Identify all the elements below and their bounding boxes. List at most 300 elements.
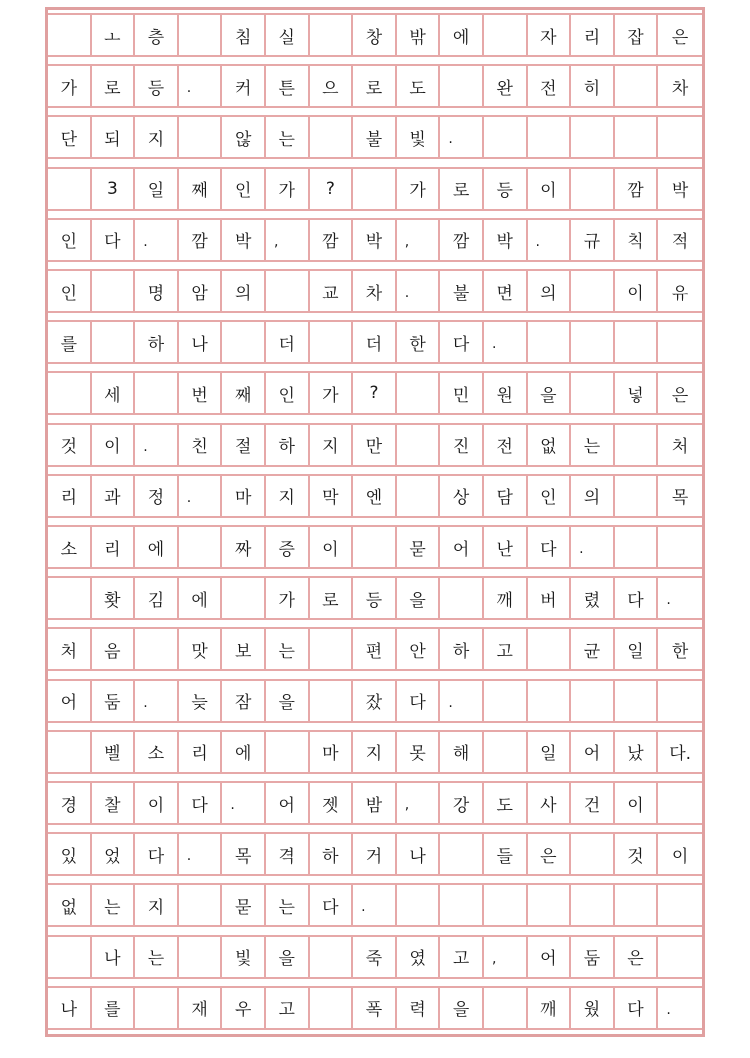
manuscript-cell: 들 bbox=[484, 834, 528, 874]
manuscript-cell bbox=[571, 271, 615, 311]
manuscript-cell: 둠 bbox=[571, 937, 615, 977]
manuscript-cell: 묻 bbox=[397, 527, 441, 567]
manuscript-cell: 지 bbox=[266, 476, 310, 516]
manuscript-cell bbox=[397, 476, 441, 516]
manuscript-cell: . bbox=[666, 1001, 671, 1018]
manuscript-cell: 인 bbox=[266, 373, 310, 413]
manuscript-cell: 규 bbox=[571, 220, 615, 260]
manuscript-cell bbox=[135, 988, 179, 1028]
manuscript-cell: 는 bbox=[266, 629, 310, 669]
manuscript-row bbox=[48, 525, 702, 569]
manuscript-cell: . bbox=[353, 885, 397, 925]
manuscript-cell: 히 bbox=[571, 66, 615, 106]
manuscript-cell: 는 bbox=[92, 885, 136, 925]
manuscript-cell bbox=[484, 885, 528, 925]
manuscript-cell: 이 bbox=[671, 846, 689, 867]
manuscript-cell: 잤 bbox=[353, 681, 397, 721]
manuscript-cell: 진 bbox=[440, 425, 484, 465]
manuscript-cell: . bbox=[179, 476, 223, 516]
manuscript-cell: 째 bbox=[222, 373, 266, 413]
manuscript-row bbox=[48, 371, 702, 415]
manuscript-cell: 깜 bbox=[615, 169, 659, 209]
manuscript-cell bbox=[310, 988, 354, 1028]
manuscript-cell: 깨 bbox=[484, 578, 528, 618]
manuscript-cell: 차 bbox=[671, 78, 689, 99]
manuscript-cell bbox=[484, 681, 528, 721]
manuscript-cell: 과 bbox=[92, 476, 136, 516]
manuscript-cell: 깜 bbox=[440, 220, 484, 260]
manuscript-cell: 하 bbox=[266, 425, 310, 465]
manuscript-cell: 밤 bbox=[353, 783, 397, 823]
manuscript-cell: 강 bbox=[440, 783, 484, 823]
manuscript-cell bbox=[571, 834, 615, 874]
manuscript-cell: 고 bbox=[440, 937, 484, 977]
manuscript-cell: . bbox=[666, 592, 671, 609]
manuscript-cell bbox=[658, 885, 702, 925]
manuscript-cell: 사 bbox=[528, 783, 572, 823]
manuscript-cell: 다 bbox=[440, 322, 484, 362]
manuscript-cell: 리 bbox=[92, 527, 136, 567]
manuscript-cell: 는 bbox=[571, 425, 615, 465]
manuscript-cell: 리 bbox=[571, 15, 615, 55]
manuscript-cell: 하 bbox=[440, 629, 484, 669]
manuscript-cell: . bbox=[135, 425, 179, 465]
manuscript-cell: 다 bbox=[615, 578, 659, 618]
manuscript-cell: 버 bbox=[528, 578, 572, 618]
manuscript-cell: 다 bbox=[397, 681, 441, 721]
manuscript-cell: 등 bbox=[135, 66, 179, 106]
manuscript-cell: 젯 bbox=[310, 783, 354, 823]
manuscript-cell: 한 bbox=[671, 641, 689, 662]
manuscript-row bbox=[48, 576, 702, 620]
manuscript-cell: 이 bbox=[615, 783, 659, 823]
manuscript-cell: 인 bbox=[48, 220, 92, 260]
manuscript-cell: 인 bbox=[222, 169, 266, 209]
manuscript-cell: 었 bbox=[92, 834, 136, 874]
manuscript-cell bbox=[440, 578, 484, 618]
manuscript-cell: 면 bbox=[484, 271, 528, 311]
manuscript-cell: 박 bbox=[222, 220, 266, 260]
manuscript-cell: 절 bbox=[222, 425, 266, 465]
manuscript-cell: 암 bbox=[179, 271, 223, 311]
manuscript-cell: 소 bbox=[48, 527, 92, 567]
manuscript-cell: 등 bbox=[484, 169, 528, 209]
manuscript-cell: 을 bbox=[528, 373, 572, 413]
manuscript-cell: 이 bbox=[135, 783, 179, 823]
manuscript-paper bbox=[45, 7, 705, 1037]
manuscript-cell: , bbox=[266, 220, 310, 260]
manuscript-cell: 나 bbox=[179, 322, 223, 362]
manuscript-cell: 을 bbox=[266, 681, 310, 721]
manuscript-cell: 만 bbox=[353, 425, 397, 465]
manuscript-row bbox=[48, 320, 702, 364]
manuscript-row bbox=[48, 13, 702, 57]
manuscript-cell bbox=[222, 578, 266, 618]
manuscript-cell: 깜 bbox=[179, 220, 223, 260]
manuscript-cell bbox=[615, 885, 659, 925]
manuscript-cell bbox=[571, 322, 615, 362]
manuscript-cell: 지 bbox=[353, 732, 397, 772]
manuscript-cell: 어 bbox=[48, 681, 92, 721]
manuscript-cell: 난 bbox=[484, 527, 528, 567]
manuscript-cell: 적 bbox=[671, 232, 689, 253]
manuscript-cell: 에 bbox=[440, 15, 484, 55]
manuscript-cell: ? bbox=[310, 169, 354, 209]
manuscript-cell: 는 bbox=[266, 885, 310, 925]
manuscript-cell: 등 bbox=[353, 578, 397, 618]
manuscript-row bbox=[48, 167, 702, 211]
manuscript-cell: 더 bbox=[266, 322, 310, 362]
manuscript-cell: 다 bbox=[310, 885, 354, 925]
manuscript-cell: 한 bbox=[397, 322, 441, 362]
manuscript-cell: 묻 bbox=[222, 885, 266, 925]
manuscript-cell: 폭 bbox=[353, 988, 397, 1028]
manuscript-cell: 의 bbox=[222, 271, 266, 311]
manuscript-cell: 전 bbox=[484, 425, 528, 465]
manuscript-cell: 리 bbox=[48, 476, 92, 516]
manuscript-cell: 하 bbox=[135, 322, 179, 362]
manuscript-cell: 칙 bbox=[615, 220, 659, 260]
manuscript-cell bbox=[658, 681, 702, 721]
manuscript-cell bbox=[440, 66, 484, 106]
manuscript-cell: 에 bbox=[135, 527, 179, 567]
manuscript-cell: 나 bbox=[397, 834, 441, 874]
manuscript-cell: 있 bbox=[48, 834, 92, 874]
manuscript-cell: 커 bbox=[222, 66, 266, 106]
manuscript-cell: 빛 bbox=[222, 937, 266, 977]
manuscript-cell: 인 bbox=[48, 271, 92, 311]
manuscript-cell: 빛 bbox=[397, 117, 441, 157]
manuscript-cell: 전 bbox=[528, 66, 572, 106]
manuscript-cell: 것 bbox=[48, 425, 92, 465]
manuscript-cell: . bbox=[484, 322, 528, 362]
manuscript-cell bbox=[615, 476, 659, 516]
manuscript-cell bbox=[310, 681, 354, 721]
manuscript-cell: 이 bbox=[92, 425, 136, 465]
manuscript-cell bbox=[615, 681, 659, 721]
manuscript-cell: 번 bbox=[179, 373, 223, 413]
manuscript-cell: ㅗ bbox=[92, 15, 136, 55]
manuscript-cell bbox=[571, 169, 615, 209]
manuscript-cell: 균 bbox=[571, 629, 615, 669]
manuscript-cell: 더 bbox=[353, 322, 397, 362]
manuscript-cell: 웠 bbox=[571, 988, 615, 1028]
manuscript-cell bbox=[135, 629, 179, 669]
manuscript-cell: 창 bbox=[353, 15, 397, 55]
manuscript-cell: 엔 bbox=[353, 476, 397, 516]
manuscript-cell bbox=[48, 732, 92, 772]
manuscript-cell: . bbox=[179, 66, 223, 106]
manuscript-cell: 은 bbox=[528, 834, 572, 874]
manuscript-cell: 침 bbox=[222, 15, 266, 55]
manuscript-row bbox=[48, 781, 702, 825]
manuscript-row bbox=[48, 935, 702, 979]
manuscript-row bbox=[48, 627, 702, 671]
manuscript-cell: 다. bbox=[669, 744, 692, 765]
manuscript-cell: 도 bbox=[397, 66, 441, 106]
manuscript-cell: ? bbox=[353, 373, 397, 413]
manuscript-cell: 로 bbox=[353, 66, 397, 106]
manuscript-cell: 해 bbox=[440, 732, 484, 772]
manuscript-cell: 것 bbox=[615, 834, 659, 874]
manuscript-cell: 격 bbox=[266, 834, 310, 874]
manuscript-cell: 다 bbox=[528, 527, 572, 567]
manuscript-cell: 불 bbox=[440, 271, 484, 311]
manuscript-cell: . bbox=[528, 220, 572, 260]
manuscript-cell: 은 bbox=[671, 385, 689, 406]
manuscript-cell: 이 bbox=[615, 271, 659, 311]
manuscript-cell: 가 bbox=[310, 373, 354, 413]
manuscript-cell bbox=[571, 373, 615, 413]
manuscript-cell bbox=[179, 527, 223, 567]
manuscript-cell: 가 bbox=[48, 66, 92, 106]
manuscript-cell: 은 bbox=[615, 937, 659, 977]
manuscript-cell: 깨 bbox=[528, 988, 572, 1028]
manuscript-cell: 지 bbox=[135, 885, 179, 925]
manuscript-cell: 고 bbox=[484, 629, 528, 669]
manuscript-row bbox=[48, 218, 702, 262]
manuscript-cell: 정 bbox=[135, 476, 179, 516]
manuscript-cell: 유 bbox=[671, 283, 689, 304]
manuscript-cell: 깜 bbox=[310, 220, 354, 260]
manuscript-cell bbox=[528, 681, 572, 721]
manuscript-cell bbox=[484, 988, 528, 1028]
manuscript-cell: 죽 bbox=[353, 937, 397, 977]
manuscript-cell bbox=[266, 271, 310, 311]
manuscript-cell: 박 bbox=[671, 181, 689, 202]
manuscript-cell: , bbox=[397, 783, 441, 823]
manuscript-cell bbox=[615, 66, 659, 106]
manuscript-cell: 가 bbox=[266, 169, 310, 209]
manuscript-row bbox=[48, 64, 702, 108]
manuscript-cell: 다 bbox=[179, 783, 223, 823]
manuscript-cell: 경 bbox=[48, 783, 92, 823]
manuscript-cell: 자 bbox=[528, 15, 572, 55]
manuscript-row bbox=[48, 423, 702, 467]
manuscript-cell: 완 bbox=[484, 66, 528, 106]
manuscript-cell: . bbox=[135, 220, 179, 260]
manuscript-cell: 차 bbox=[353, 271, 397, 311]
manuscript-cell: 불 bbox=[353, 117, 397, 157]
manuscript-cell: 실 bbox=[266, 15, 310, 55]
manuscript-cell: 가 bbox=[397, 169, 441, 209]
manuscript-cell: 일 bbox=[135, 169, 179, 209]
manuscript-cell: 짜 bbox=[222, 527, 266, 567]
manuscript-cell: 에 bbox=[179, 578, 223, 618]
manuscript-cell: 밖 bbox=[397, 15, 441, 55]
manuscript-cell: 력 bbox=[397, 988, 441, 1028]
manuscript-cell: 지 bbox=[135, 117, 179, 157]
manuscript-cell: 도 bbox=[484, 783, 528, 823]
manuscript-cell bbox=[571, 117, 615, 157]
manuscript-cell bbox=[615, 322, 659, 362]
manuscript-cell: 났 bbox=[615, 732, 659, 772]
manuscript-cell: 마 bbox=[222, 476, 266, 516]
manuscript-row bbox=[48, 883, 702, 927]
manuscript-cell bbox=[48, 169, 92, 209]
manuscript-cell bbox=[571, 681, 615, 721]
manuscript-cell: 친 bbox=[179, 425, 223, 465]
manuscript-cell: 였 bbox=[397, 937, 441, 977]
manuscript-cell bbox=[353, 527, 397, 567]
manuscript-cell: 증 bbox=[266, 527, 310, 567]
manuscript-cell: 건 bbox=[571, 783, 615, 823]
manuscript-cell bbox=[440, 834, 484, 874]
manuscript-cell bbox=[528, 885, 572, 925]
manuscript-cell: 안 bbox=[397, 629, 441, 669]
manuscript-cell bbox=[528, 117, 572, 157]
manuscript-cell: 재 bbox=[179, 988, 223, 1028]
manuscript-cell: 지 bbox=[310, 425, 354, 465]
manuscript-cell bbox=[353, 169, 397, 209]
manuscript-cell: 음 bbox=[92, 629, 136, 669]
manuscript-row bbox=[48, 115, 702, 159]
manuscript-cell: 이 bbox=[528, 169, 572, 209]
manuscript-cell: 을 bbox=[397, 578, 441, 618]
manuscript-cell: 처 bbox=[48, 629, 92, 669]
manuscript-cell: 을 bbox=[266, 937, 310, 977]
manuscript-cell: 맛 bbox=[179, 629, 223, 669]
manuscript-cell bbox=[179, 15, 223, 55]
manuscript-cell: 일 bbox=[528, 732, 572, 772]
manuscript-cell: 로 bbox=[440, 169, 484, 209]
manuscript-cell: 어 bbox=[571, 732, 615, 772]
manuscript-cell: 처 bbox=[671, 437, 689, 458]
manuscript-cell bbox=[310, 937, 354, 977]
manuscript-cell bbox=[484, 117, 528, 157]
manuscript-cell bbox=[179, 885, 223, 925]
manuscript-cell: 는 bbox=[266, 117, 310, 157]
manuscript-cell: 홧 bbox=[92, 578, 136, 618]
manuscript-row bbox=[48, 679, 702, 723]
manuscript-cell: . bbox=[440, 117, 484, 157]
manuscript-cell bbox=[48, 937, 92, 977]
manuscript-cell bbox=[397, 885, 441, 925]
manuscript-cell: 나 bbox=[48, 988, 92, 1028]
manuscript-cell bbox=[310, 629, 354, 669]
manuscript-cell bbox=[222, 322, 266, 362]
manuscript-cell: 민 bbox=[440, 373, 484, 413]
manuscript-cell: , bbox=[484, 937, 528, 977]
manuscript-cell: 다 bbox=[615, 988, 659, 1028]
manuscript-cell: 막 bbox=[310, 476, 354, 516]
manuscript-cell: . bbox=[440, 681, 484, 721]
manuscript-cell: 층 bbox=[135, 15, 179, 55]
manuscript-cell: 마 bbox=[310, 732, 354, 772]
manuscript-cell bbox=[528, 629, 572, 669]
manuscript-cell bbox=[615, 527, 659, 567]
manuscript-cell: 넣 bbox=[615, 373, 659, 413]
manuscript-cell bbox=[48, 15, 92, 55]
manuscript-cell bbox=[397, 425, 441, 465]
manuscript-cell bbox=[658, 783, 702, 823]
manuscript-cell: . bbox=[179, 834, 223, 874]
manuscript-cell: 단 bbox=[48, 117, 92, 157]
manuscript-cell: 상 bbox=[440, 476, 484, 516]
manuscript-cell bbox=[658, 117, 702, 157]
manuscript-cell: 교 bbox=[310, 271, 354, 311]
manuscript-cell bbox=[440, 885, 484, 925]
manuscript-cell: 없 bbox=[48, 885, 92, 925]
manuscript-cell: 어 bbox=[528, 937, 572, 977]
manuscript-cell bbox=[658, 937, 702, 977]
manuscript-cell: . bbox=[222, 783, 266, 823]
manuscript-cell: 3 bbox=[92, 169, 136, 209]
manuscript-cell bbox=[615, 117, 659, 157]
manuscript-row bbox=[48, 986, 702, 1030]
manuscript-cell: 거 bbox=[353, 834, 397, 874]
manuscript-cell: 늦 bbox=[179, 681, 223, 721]
manuscript-cell: 어 bbox=[266, 783, 310, 823]
manuscript-cell bbox=[179, 117, 223, 157]
manuscript-cell: 의 bbox=[571, 476, 615, 516]
manuscript-row bbox=[48, 832, 702, 876]
manuscript-cell: 보 bbox=[222, 629, 266, 669]
manuscript-cell bbox=[658, 322, 702, 362]
manuscript-cell: 를 bbox=[48, 322, 92, 362]
manuscript-cell bbox=[484, 732, 528, 772]
manuscript-cell: 어 bbox=[440, 527, 484, 567]
manuscript-cell: 박 bbox=[353, 220, 397, 260]
manuscript-cell: 소 bbox=[135, 732, 179, 772]
manuscript-cell bbox=[179, 937, 223, 977]
manuscript-cell: 렸 bbox=[571, 578, 615, 618]
manuscript-cell: 잡 bbox=[615, 15, 659, 55]
manuscript-cell bbox=[310, 15, 354, 55]
manuscript-cell: 담 bbox=[484, 476, 528, 516]
manuscript-cell: 둠 bbox=[92, 681, 136, 721]
manuscript-cell: 다 bbox=[92, 220, 136, 260]
manuscript-cell: 인 bbox=[528, 476, 572, 516]
manuscript-cell: 에 bbox=[222, 732, 266, 772]
manuscript-cell bbox=[310, 117, 354, 157]
manuscript-cell: . bbox=[397, 271, 441, 311]
manuscript-cell: 다 bbox=[135, 834, 179, 874]
manuscript-cell: . bbox=[571, 527, 615, 567]
manuscript-cell bbox=[615, 425, 659, 465]
manuscript-cell: 을 bbox=[440, 988, 484, 1028]
manuscript-row bbox=[48, 474, 702, 518]
manuscript-cell: 이 bbox=[310, 527, 354, 567]
manuscript-cell: 세 bbox=[92, 373, 136, 413]
manuscript-cell bbox=[135, 373, 179, 413]
manuscript-cell: 원 bbox=[484, 373, 528, 413]
manuscript-cell: 나 bbox=[92, 937, 136, 977]
manuscript-cell: 목 bbox=[222, 834, 266, 874]
manuscript-cell: 박 bbox=[484, 220, 528, 260]
manuscript-cell bbox=[397, 373, 441, 413]
manuscript-cell bbox=[658, 527, 702, 567]
manuscript-cell bbox=[92, 271, 136, 311]
manuscript-cell: 되 bbox=[92, 117, 136, 157]
manuscript-cell: 고 bbox=[266, 988, 310, 1028]
manuscript-cell: . bbox=[135, 681, 179, 721]
manuscript-cell bbox=[48, 373, 92, 413]
manuscript-cell: 하 bbox=[310, 834, 354, 874]
manuscript-cell bbox=[92, 322, 136, 362]
manuscript-cell: 은 bbox=[671, 27, 689, 48]
manuscript-row bbox=[48, 730, 702, 774]
manuscript-cell: 가 bbox=[266, 578, 310, 618]
manuscript-cell bbox=[528, 322, 572, 362]
manuscript-cell: 편 bbox=[353, 629, 397, 669]
manuscript-cell: 찰 bbox=[92, 783, 136, 823]
manuscript-cell: 벨 bbox=[92, 732, 136, 772]
manuscript-cell bbox=[310, 322, 354, 362]
manuscript-cell: 로 bbox=[310, 578, 354, 618]
manuscript-cell: 목 bbox=[671, 488, 689, 509]
manuscript-cell bbox=[571, 885, 615, 925]
